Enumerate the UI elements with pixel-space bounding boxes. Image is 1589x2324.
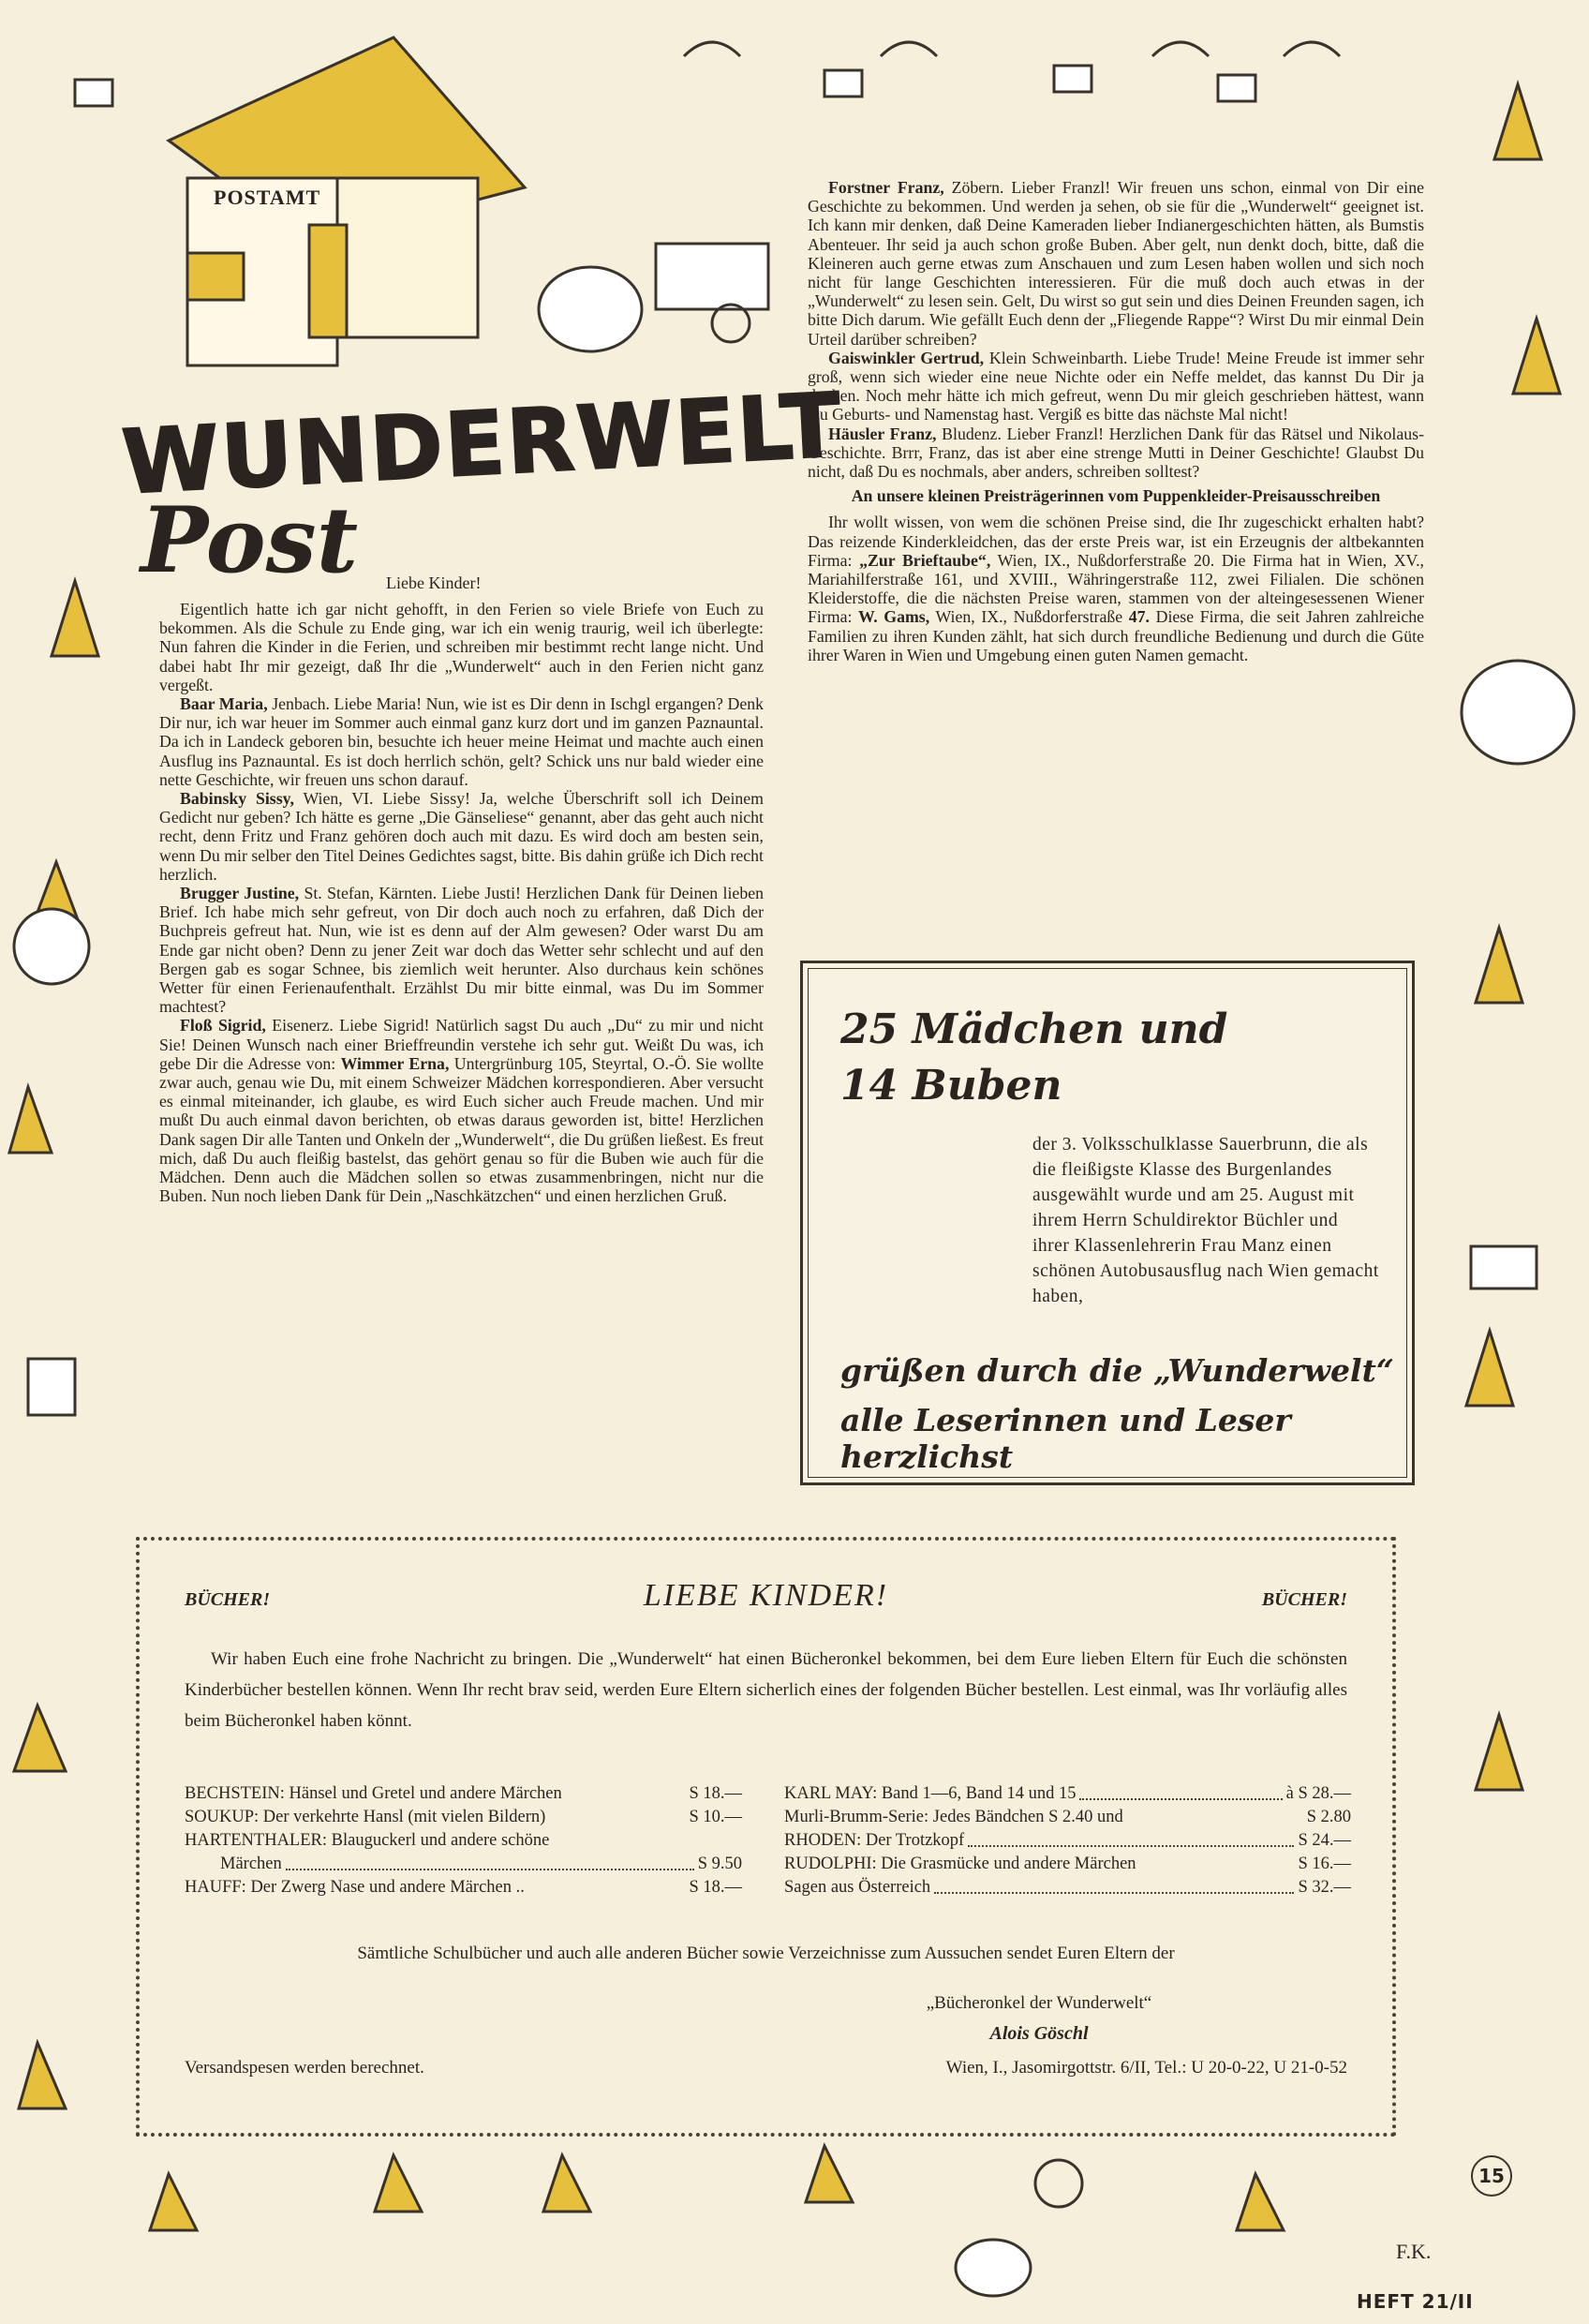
books-corner-right: BÜCHER! (1261, 1589, 1347, 1610)
left-column (159, 600, 764, 1206)
books-title: LIEBE KINDER! (643, 1578, 889, 1613)
books-address: Wien, I., Jasomirgottstr. 6/II, Tel.: U 20-0-22, U 21-0-52 (945, 2058, 1347, 2078)
gnome-figures-bottom (150, 2146, 1284, 2296)
letter-brugger: Brugger Justine, St. Stefan, Kärnten. Liebe Justi! Herzlichen Dank für Deinen lieben Brief. Ich habe mich sehr gefreut, von Dir doch auch noch zu erfahren, daß Dich der Buchpreis gefreut hat. Nun, wie ist es denn auf der Alm gewesen? Oder warst Du am Ende gar nicht oben? Denn zu jener Zeit war doch das Wetter sehr schlecht und auf den Bergen gab es sogar Schnee, bis ziemlich weit herunter. Also durchaus kein schönes Wetter für einen Ferienaufenthalt. Erzählst Du mir bitte einmal, was Du im Sommer machtest? (159, 884, 764, 1017)
gnome-figures-right (1462, 84, 1574, 1790)
greeting-body: der 3. Volksschulklasse Sauerbrunn, die als die fleißigste Klasse des Burgenlandes ausgewählt wurde und am 25. August mit ihrem Herrn Schuldirektor Büchler und ihrer Klassenlehrerin Frau Manz einen schönen Autobusausflug nach Wien gemacht haben, (1032, 1135, 1379, 1306)
letter-babinsky: Babinsky Sissy, Wien, VI. Liebe Sissy! Ja, welche Überschrift soll ich Deinem Gedicht nur geben? Ich hätte es gerne „Die Gänseliese“ genannt, aber das geht auch nicht recht, denn Fritz und Franz gehören doch auch mit dazu. Es wird doch am besten sein, wenn Du mir selber den Titel Deines Gedichtes sagst, bitte. Bis dahin grüße ich Dich recht herzlich. (159, 789, 764, 884)
letter-gaiswinkler: Gaiswinkler Gertrud, Klein Schweinbarth. Liebe Trude! Meine Freude ist immer sehr groß, wenn sich wieder eine neue Nichte oder ein Neffe meldet, das kannst Du Dir ja denken. Noch mehr hätte ich mich gefreut, wenn Du mir gleich geschrieben hättest, wann Du Geburts- und Namenstag hast. Vergiß es bitte das nächste Mal nicht! (808, 348, 1424, 425)
book-item: HARTENTHALER: Blauguckerl und andere schöne (185, 1831, 550, 1850)
intro-greeting: Liebe Kinder! (386, 574, 482, 592)
books-outro: Sämtliche Schulbücher und auch alle anderen Bücher sowie Verzeichnisse zum Aussuchen sendet Euren Eltern der (357, 1944, 1175, 1963)
books-sender1: „Bücheronkel der Wunderwelt“ (926, 1993, 1152, 2013)
book-item: RUDOLPHI: Die Grasmücke und andere Märchen S 16.— (784, 1855, 1351, 1873)
book-item: Sagen aus Österreich S 32.— (784, 1878, 1351, 1897)
letter-haeusler: Häusler Franz, Bludenz. Lieber Franzl! Herzlichen Dank für das Rätsel und Nikolaus-Geschichte. Brrr, Franz, das ist aber eine strenge Mutti in Deiner Geschichte! Glaubst Du nicht, daß Du es nochmals, aber anders, schreiben solltest? (808, 424, 1425, 482)
page-number: 15 (1471, 2155, 1512, 2197)
intro-text: Eigentlich hatte ich gar nicht gehofft, in den Ferien so viele Briefe von Euch zu bekommen. Als die Schule zu Ende ging, war ich ein wenig traurig, weil ich überlegte: Nun fahren die Kinder in die Ferien, und schreiben mir bestimmt recht lange nicht. Und dabei habt Ihr mir gezeigt, daß Ihr die „Wunderwelt“ auch in den Ferien nicht ganz vergeßt. (159, 600, 764, 694)
letter-forstner: Forstner Franz, Zöbern. Lieber Franzl! Wir freuen uns schon, einmal von Dir eine Geschichte zu bekommen. Und werden ja sehen, ob sie für die „Wunderwelt“ geeignet ist. Ich kann mir denken, daß Deine Kameraden lieber Indianergeschichten hätten, als Bumstis Abenteuer. Ihr seid ja auch schon große Buben. Aber gelt, nun denkt doch, bitte, daß die Kleineren auch gerne etwas zum Anschauen und zum Lesen haben wollen und sich noch nicht für lange Geschichten interessieren. Für die muß doch auch etwas in der „Wunderwelt“ zu lesen sein. Gelt, Du wirst so gut sein und dies Deinen Freunden sagen, ich bitte Dich darum. Wie gefällt Euch denn der „Fliegende Rappe“? Wirst Du mir einmal Dein Urteil darüber schreiben? (808, 178, 1424, 349)
book-item: KARL MAY: Band 1—6, Band 14 und 15 à S 28.— (784, 1784, 1351, 1803)
books-box (136, 1537, 1396, 2137)
prize-heading: An unsere kleinen Preisträgerinnen vom Puppenkleider-Preisausschreiben (851, 486, 1381, 506)
book-item: HAUFF: Der Zwerg Nase und andere Märchen .. S 18.— (185, 1878, 742, 1897)
prize-text: Ihr wollt wissen, von wem die schönen Preise sind, die Ihr zugeschickt erhalten habt? Das reizende Kinderkleidchen, das der erste Preis war, ist ein Erzeugnis der altbekannten Firma: „Zur Brieftaube“, Wien, IX., Nußdorferstraße 20. Die Firma hat in Wien, XV., Mariahilferstraße 161, und XVIII., Währingerstraße 112, zwei Filialen. Die schönen Kleiderstoffe, die die nächsten Preise waren, stammen von der alteingesessenen Wiener Firma: W. Gams, Wien, IX., Nußdorferstraße 47. Diese Firma, die seit Jahren zahlreiche Familien zu ihren Kunden zählt, hat sich durch freundliche Bedienung und durch die Güte ihrer Waren in Wien und Umgebung einen guten Namen gemacht. (808, 513, 1425, 664)
greeting-line1: 25 Mädchen und (840, 1006, 1228, 1053)
books-corner-left: BÜCHER! (185, 1589, 271, 1610)
masthead-subtitle: Post (141, 487, 359, 593)
gnome-figures-left (9, 581, 98, 2108)
books-shipping: Versandspesen werden berechnet. (185, 2058, 424, 2078)
artist-initials: F.K. (1396, 2240, 1432, 2263)
books-intro: Wir haben Euch eine frohe Nachricht zu bringen. Die „Wunderwelt“ hat einen Bücheronkel bekommen, bei dem Eure lieben Eltern für Euch die schönsten Kinderbücher bestellen können. Wenn Ihr recht brav seid, werden Eure Eltern sicherlich eines der folgenden Bücher bestellen. Lest einmal, was Ihr vorläufig alles beim Bücheronkel haben könnt. (185, 1649, 1347, 1731)
books-list-right (784, 1782, 1351, 1899)
letter-baar: Baar Maria, Jenbach. Liebe Maria! Nun, wie ist es Dir denn in Ischgl ergangen? Denk Dir nur, ich war heuer im Sommer auch einmal ganz kurz dort und im ganzen Paznauntal. Da ich in Landeck geboren bin, besuchte ich heuer meine Heimat und machte auch einen Ausflug ins Paznauntal. Es ist doch herrlich schön, gelt? Schick uns nur bald wieder eine nette Geschichte, wir freuen uns schon darauf. (159, 694, 765, 789)
book-item: BECHSTEIN: Hänsel und Gretel und andere Märchen S 18.— (185, 1784, 742, 1803)
issue-number: HEFT 21/II (1357, 2290, 1474, 2313)
postamt-sign: POSTAMT (214, 186, 321, 209)
book-item: RHODEN: Der Trotzkopf S 24.— (784, 1831, 1351, 1850)
book-item: Märchen S 9.50 (220, 1855, 742, 1873)
greeting-box (800, 961, 1415, 1485)
greeting-closing1: grüßen durch die „Wunderwelt“ (840, 1352, 1394, 1389)
masthead-title: WUNDERWELT (119, 374, 845, 515)
book-item: Murli-Brumm-Serie: Jedes Bändchen S 2.40 und S 2.80 (784, 1808, 1351, 1826)
book-item: SOUKUP: Der verkehrte Hansl (mit vielen Bildern) S 10.— (185, 1808, 742, 1826)
books-sender2: Alois Göschl (989, 2023, 1089, 2044)
books-list-left (185, 1782, 742, 1899)
greeting-line2: 14 Buben (840, 1062, 1062, 1110)
right-column (808, 178, 1424, 664)
letter-floss: Floß Sigrid, Eisenerz. Liebe Sigrid! Natürlich sagst Du auch „Du“ zu mir und nicht Sie! Deinen Wunsch nach einer Brieffreundin verstehe ich sehr gut. Weißt Du was, ich gebe Dir die Adresse von: Wimmer Erna, Untergrünburg 105, Steyrtal, O.-Ö. Sie wollte zwar auch, genau wie Du, mit einem Schweizer Mädchen korrespondieren. Aber versucht es einmal miteinander, ich glaube, es wird Euch sicher auch Freude machen. Und mir mußt Du auch einmal davon berichten, ob etwas daraus geworden ist, bitte! Herzlichen Dank sagen Dir alle Tanten und Onkeln der „Wunderwelt“, die Du grüßen ließest. Es freut mich, daß Du auch fleißig bastelst, das gehört genau so für die Buben wie auch für die Mädchen. Denn auch die Mädchen sollen so etwas zusammenbringen, nicht nur die Buben. Nun noch lieben Dank für Dein „Naschkätzchen“ und einen herzlichen Gruß. (159, 1016, 764, 1206)
greeting-closing2: alle Leserinnen und Leser herzlichst (840, 1402, 1291, 1475)
